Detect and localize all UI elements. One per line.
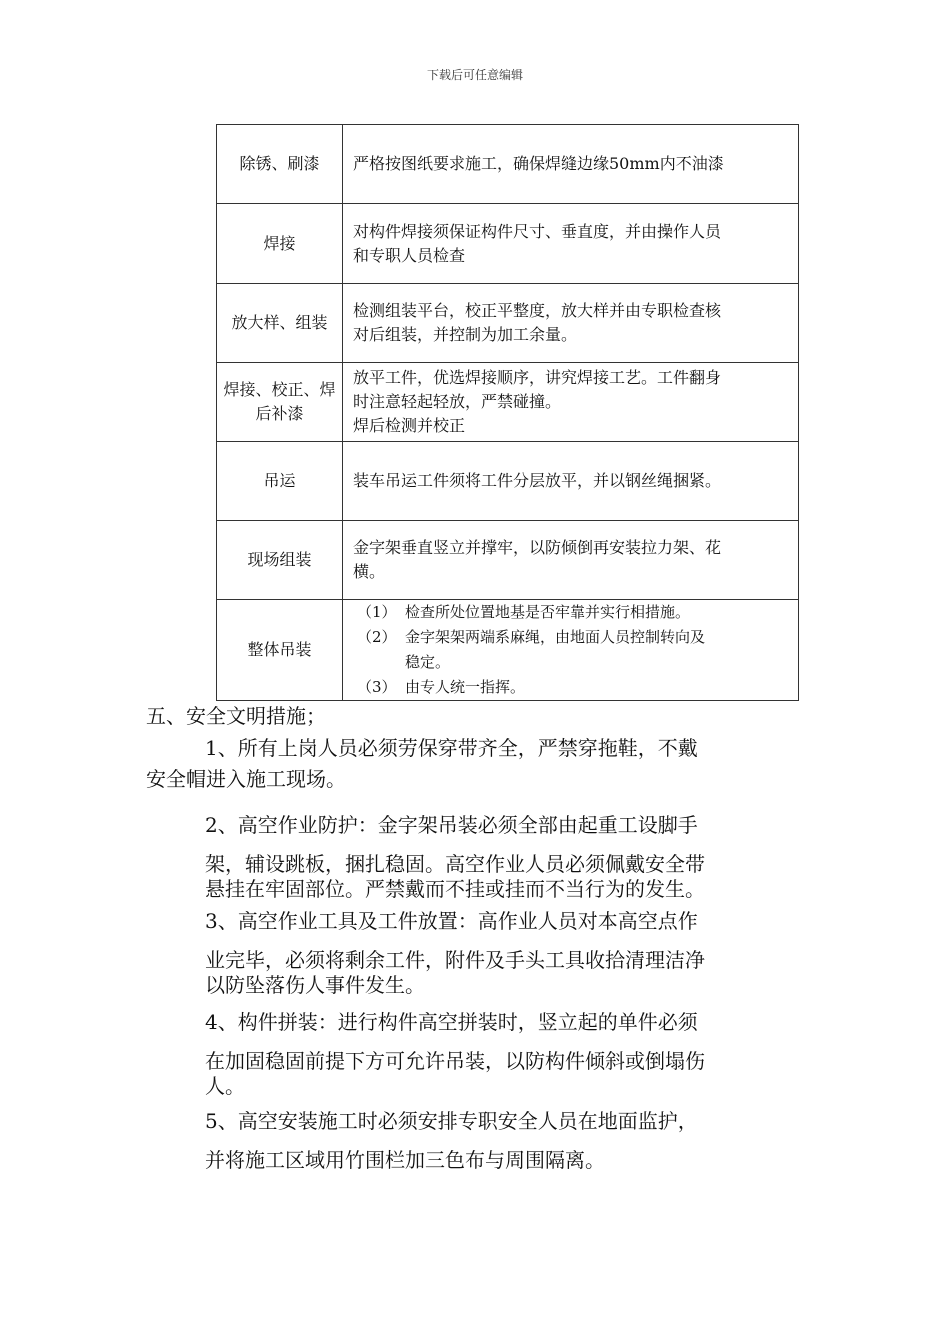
step-cell: 除锈、刷漆 [217,125,343,204]
desc-line: 装车吊运工件须将工件分层放平，并以钢丝绳捆紧。 [353,471,722,490]
paragraph-line: 5、高空安装施工时必须安排专职安全人员在地面监护， [205,1109,698,1133]
desc-line: 对后组装，并控制为加工余量。 [353,325,578,344]
list-item-text: 由专人统一指挥。 [405,678,526,696]
desc-line: 严格按图纸要求施工，确保焊缝边缘50mm内不油漆 [353,154,724,173]
list-item-line: 稳定。 [405,653,451,671]
paragraph-1 [146,733,806,795]
paragraph-line: 人。 [205,1074,245,1098]
table-row [217,521,799,600]
paragraph-line: 业完毕，必须将剩余工件，附件及手头工具收拾清理洁净 [205,948,705,972]
table-row [217,363,799,442]
section-title: 五、安全文明措施； [146,704,326,728]
step-cell: 整体吊装 [217,600,343,701]
step-cell: 焊接 [217,204,343,284]
paragraph-line: 架，辅设跳板，捆扎稳固。高空作业人员必须佩戴安全带 [205,852,705,876]
desc-line: 焊后检测并校正 [353,416,466,435]
desc-line: 检测组装平台，校正平整度，放大样并由专职检查核 [353,301,722,320]
table-row [217,204,799,284]
list-item-text: 检查所处位置地基是否牢靠并实行相措施。 [405,603,691,621]
step-cell: 现场组装 [217,521,343,600]
table-row [217,600,799,701]
paragraph-line: 4、构件拼装：进行构件高空拼装时，竖立起的单件必须 [205,1010,698,1034]
paragraph-line: 3、高空作业工具及工件放置：高作业人员对本高空点作 [205,909,698,933]
page-header: 下载后可任意编辑 [426,68,523,82]
desc-cell [343,600,799,701]
list-item-text [405,625,790,675]
desc-cell [343,442,799,521]
list-item [353,625,790,675]
desc-line: 金字架垂直竖立并撑牢，以防倾倒再安装拉力架、花 [353,538,722,557]
step-cell: 焊接、校正、焊后补漆 [217,363,343,442]
step-cell: 吊运 [217,442,343,521]
list-item-line: 金字架架两端系麻绳，由地面人员控制转向及 [405,628,706,646]
desc-cell [343,125,799,204]
desc-cell [343,284,799,363]
paragraph-2 [205,810,807,905]
desc-line: 对构件焊接须保证构件尺寸、垂直度，并由操作人员 [353,221,722,241]
paragraph-line: 1、所有上岗人员必须劳保穿带齐全，严禁穿拖鞋，不戴 [205,736,698,760]
desc-cell [343,363,799,442]
paragraph-line: 2、高空作业防护：金字架吊装必须全部由起重工设脚手 [205,813,698,837]
step-cell: 放大样、组装 [217,284,343,363]
paragraph-4 [205,1007,807,1102]
paragraph-line: 在加固稳固前提下方可允许吊装，以防构件倾斜或倒塌伤 [205,1049,705,1073]
table-row [217,442,799,521]
table-row [217,125,799,204]
list-item-number: （2） [357,628,397,646]
process-table [216,124,799,701]
list-item-number: （3） [357,678,397,696]
paragraph-line: 悬挂在牢固部位。严禁戴而不挂或挂而不当行为的发生。 [205,877,705,901]
paragraph-line: 以防坠落伤人事件发生。 [205,973,425,997]
desc-line: 横。 [353,562,386,581]
list-item [353,675,790,700]
desc-line: 和专职人员检查 [353,245,466,265]
list-item-number: （1） [357,603,397,621]
paragraph-3 [205,906,807,1001]
paragraph-line: 安全帽进入施工现场。 [146,767,346,791]
paragraph-line: 并将施工区域用竹围栏加三色布与周围隔离。 [205,1148,605,1172]
desc-cell [343,521,799,600]
desc-line: 放平工件，优选焊接顺序，讲究焊接工艺。工件翻身 [353,368,722,387]
paragraph-5 [205,1106,807,1176]
desc-line: 时注意轻起轻放，严禁碰撞。 [353,392,562,411]
list-item [353,600,790,625]
table-row [217,284,799,363]
desc-cell [343,204,799,284]
